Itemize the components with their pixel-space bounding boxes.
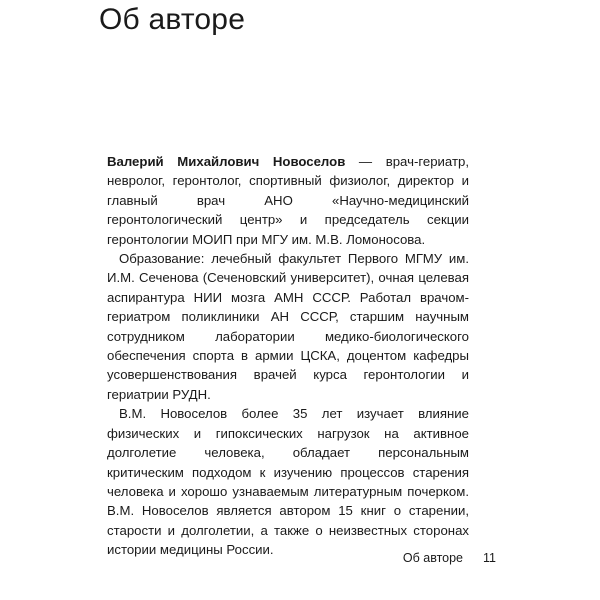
bio-paragraph-1 <box>107 152 469 249</box>
author-name: Валерий Михайлович Новоселов <box>107 154 346 169</box>
bio-paragraph-2: Образование: лечебный факультет Первого МГМУ им. И.М. Сеченова (Сеченовский университет), очная целевая аспирантура НИИ мозга АМН СССР. Работал врачом-гериатром поликлиники АН СССР, старшим научным сотрудником лаборатории медико-биологического обеспечения спорта в армии ЦСКА, доцентом кафедры усовершенствования врачей курса геронтологии и гериатрии РУДН. <box>107 251 469 402</box>
page-number: 11 <box>483 551 496 565</box>
bio-paragraph-3: В.М. Новоселов более 35 лет изучает влияние физических и гипоксических нагрузок на активное долголетие человека, обладает персональным критическим подходом к изучению процессов старения человека и хорошо узнаваемым литературным почерком. В.М. Новоселов является автором 15 книг о старении, старости и долголетии, а также о неизвестных сторонах истории медицины России. <box>107 406 469 558</box>
running-title: Об авторе <box>402 551 464 565</box>
author-bio <box>107 152 469 560</box>
page-title: Об авторе <box>99 3 246 36</box>
page-footer <box>403 550 496 566</box>
bio-paragraph-1-text: — врач-гериатр, невролог, геронтолог, спортивный физиолог, директор и главный врач АНО «Научно-медицинский геронтологический центр» и председатель секции геронтологии МОИП при МГУ им. М.В. Ломоносова. <box>107 154 469 247</box>
